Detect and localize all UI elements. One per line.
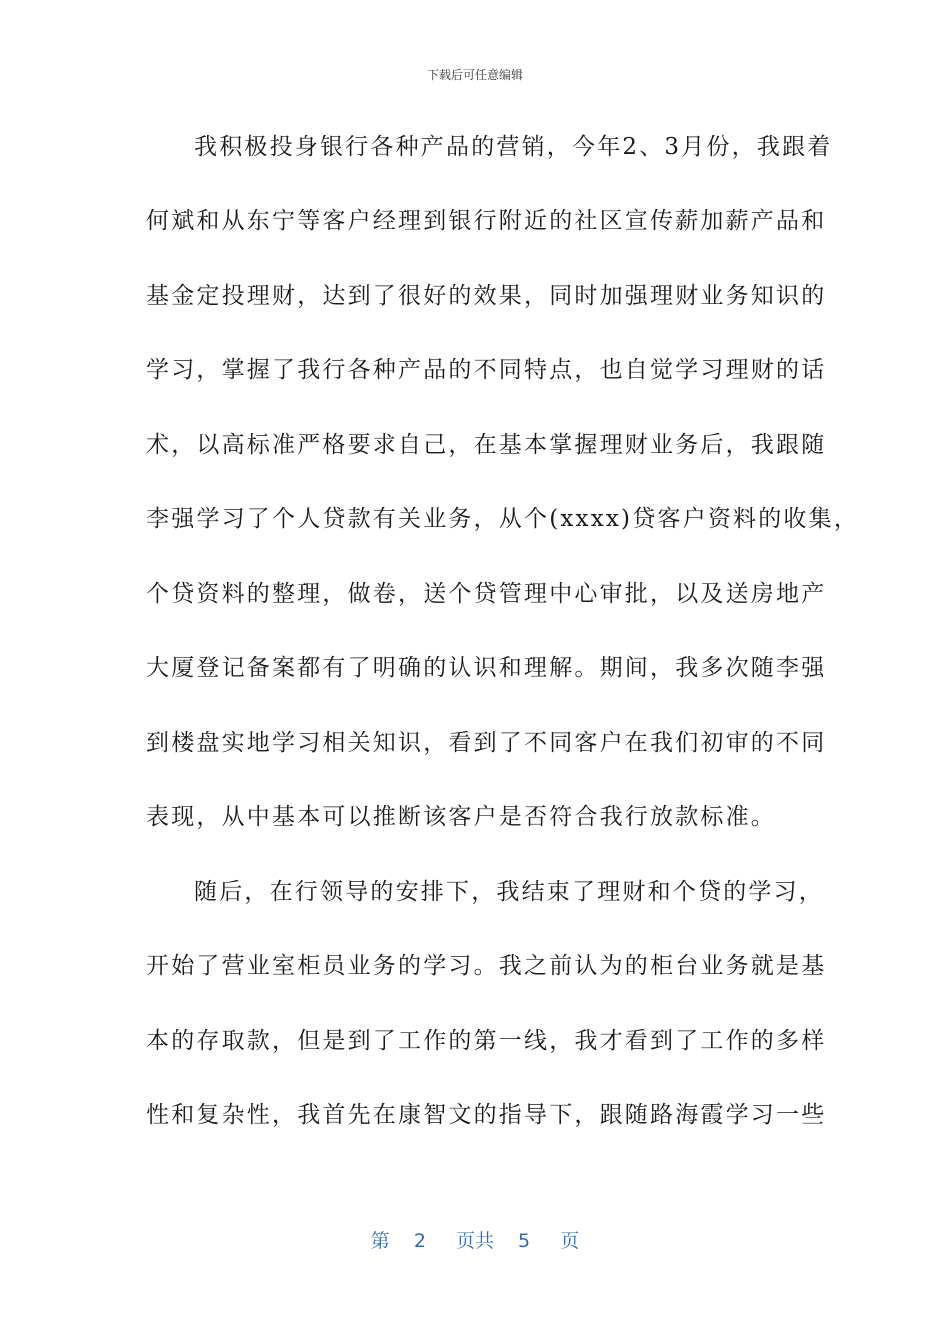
paragraph-line: 大厦登记备案都有了明确的认识和理解。期间，我多次随李强 xyxy=(146,655,827,681)
paragraph-line: 到楼盘实地学习相关知识，看到了不同客户在我们初审的不同 xyxy=(146,730,827,756)
paragraph-line: 开始了营业室柜员业务的学习。我之前认为的柜台业务就是基 xyxy=(146,953,827,979)
paragraph-line: 本的存取款，但是到了工作的第一线，我才看到了工作的多样 xyxy=(146,1028,827,1054)
paragraph-line: 学习，掌握了我行各种产品的不同特点，也自觉学习理财的话 xyxy=(146,357,827,383)
paragraph-line: 随后，在行领导的安排下，我结束了理财和个贷的学习， xyxy=(194,879,824,905)
paragraph-line: 性和复杂性，我首先在康智文的指导下，跟随路海霞学习一些 xyxy=(146,1102,827,1128)
page-header: 下载后可任意编辑 xyxy=(426,68,523,82)
page-footer xyxy=(0,1226,950,1253)
paragraph-line: 术，以高标准严格要求自己，在基本掌握理财业务后，我跟随 xyxy=(146,432,827,458)
paragraph-line: 表现，从中基本可以推断该客户是否符合我行放款标准。 xyxy=(146,804,776,830)
paragraph-line: 何斌和从东宁等客户经理到银行附近的社区宣传薪加薪产品和 xyxy=(146,208,827,234)
footer-total-pages: 5 xyxy=(518,1230,531,1252)
paragraph-line: 我积极投身银行各种产品的营销，今年2、3月份，我跟着 xyxy=(194,134,833,160)
paragraph-line: 基金定投理财，达到了很好的效果，同时加强理财业务知识的 xyxy=(146,283,827,309)
paragraph-line: 李强学习了个人贷款有关业务，从个(xxxx)贷客户资料的收集， xyxy=(146,506,860,532)
footer-suffix: 页 xyxy=(560,1230,580,1252)
footer-middle: 页共 xyxy=(455,1230,494,1252)
paragraph-line: 个贷资料的整理，做卷，送个贷管理中心审批，以及送房地产 xyxy=(146,581,827,607)
footer-prefix: 第 xyxy=(370,1230,390,1252)
footer-page-number: 2 xyxy=(413,1230,426,1252)
